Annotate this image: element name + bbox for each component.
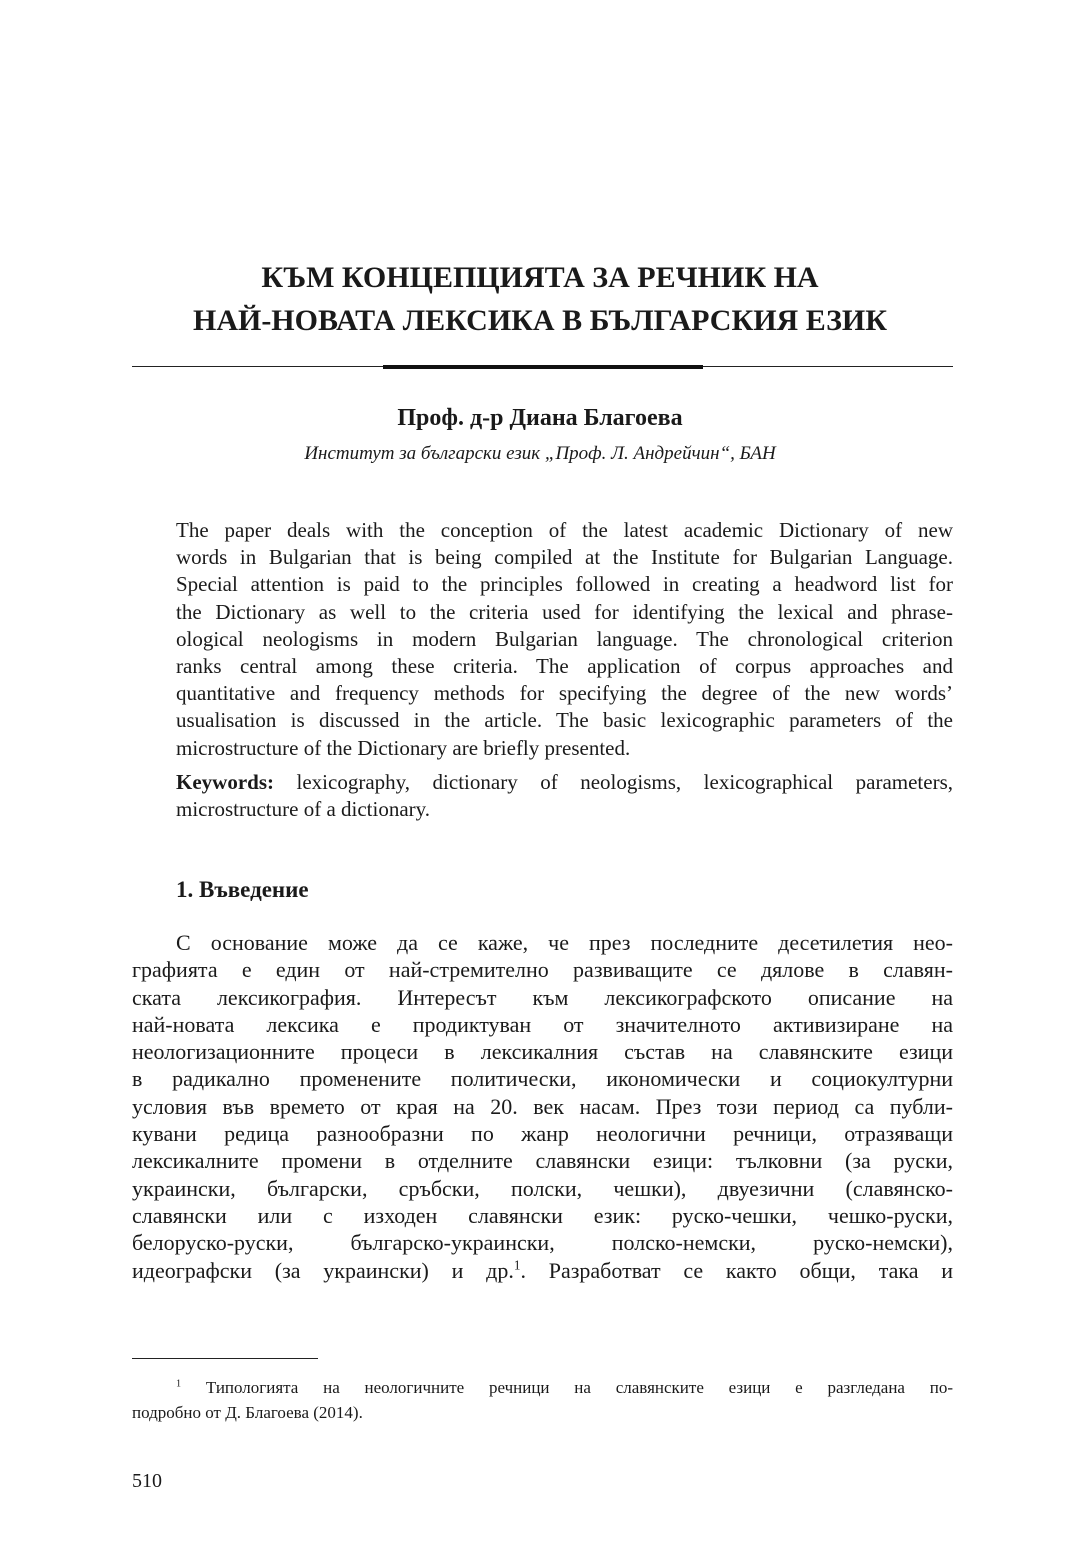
abstract-line: the Dictionary as well to the criteria used for identifying the lexical and phrase-	[176, 599, 953, 624]
body-line: ската лексикография. Интересът към лексикографското описание на	[132, 984, 953, 1010]
keywords-label: Keywords:	[176, 770, 274, 794]
title-line-1: КЪМ КОНЦЕПЦИЯТА ЗА РЕЧНИК НА	[261, 261, 819, 294]
body-line: кувани редица разнообразни по жанр неологични речници, отразяващи	[132, 1121, 953, 1147]
footnote-text: Типологията на неологичните речници на славянските езици е разгледана по-	[181, 1378, 953, 1397]
author-affiliation: Институт за български език „Проф. Л. Андрейчин“, БАН	[304, 443, 776, 464]
abstract-line: usualisation is discussed in the article. The basic lexicographic parameters of the	[176, 708, 953, 733]
body-line: най-новата лексика е продиктуван от значителното активизиране на	[132, 1011, 953, 1037]
title-divider-accent	[383, 365, 703, 369]
footnote	[132, 1375, 953, 1425]
body-line: лексикалните промени в отделните славянски езици: тълковни (за руски,	[132, 1148, 953, 1174]
abstract-line: ological neologisms in modern Bulgarian language. The chronological criterion	[176, 626, 953, 651]
abstract-line: microstructure of the Dictionary are briefly presented.	[176, 735, 631, 760]
section-heading: 1. Въведение	[176, 877, 309, 902]
keywords	[176, 769, 953, 823]
keywords-text: lexicography, dictionary of neologisms, lexicographical parameters,	[274, 770, 953, 794]
footnote-divider	[132, 1358, 318, 1359]
body-text	[132, 929, 953, 1284]
abstract-line: quantitative and frequency methods for specifying the degree of the new words’	[176, 681, 953, 706]
abstract-line: ranks central among these criteria. The application of corpus approaches and	[176, 654, 953, 679]
body-line: славянски или с изходен славянски език: руско-чешки, чешко-руски,	[132, 1202, 953, 1228]
abstract-line: words in Bulgarian that is being compiled at the Institute for Bulgarian Language.	[176, 545, 953, 570]
footnote-reference: 1	[513, 1257, 521, 1273]
body-line	[132, 1257, 953, 1284]
footnote-text-continued: подробно от Д. Благоева (2014).	[132, 1403, 363, 1422]
body-line: графията е един от най-стремително развиващите се дялове в славян-	[132, 957, 953, 983]
body-line: украински, български, сръбски, полски, чешки), двуезични (славянско-	[132, 1175, 953, 1201]
body-line: белоруско-руски, българско-украински, полско-немски, руско-немски),	[132, 1230, 953, 1256]
abstract	[176, 517, 953, 762]
title-line-2: НАЙ-НОВАТА ЛЕКСИКА В БЪЛГАРСКИЯ ЕЗИК	[192, 304, 887, 337]
body-line-text: идеографски (за украински) и др.	[132, 1257, 514, 1283]
author-name: Проф. д-р Диана Благоева	[397, 405, 683, 431]
body-line: С основание може да се каже, че през последните десетилетия нео-	[176, 930, 953, 955]
page-number: 510	[132, 1470, 162, 1492]
abstract-line: Special attention is paid to the principles followed in creating a headword list for	[176, 572, 953, 597]
body-line: в радикално променените политически, икономически и социокултурни	[132, 1066, 953, 1092]
keywords-text-continued: microstructure of a dictionary.	[176, 797, 431, 822]
body-line-text: . Разработват се както общи, така и	[520, 1257, 953, 1283]
abstract-line: The paper deals with the conception of the latest academic Dictionary of new	[176, 518, 953, 542]
article-title	[0, 256, 1080, 342]
footnote-mark: 1	[176, 1378, 182, 1390]
body-line: условия във времето от края на 20. век насам. През този период са публи-	[132, 1093, 953, 1119]
body-line: неологизационните процеси в лексикалния състав на славянските езици	[132, 1039, 953, 1065]
